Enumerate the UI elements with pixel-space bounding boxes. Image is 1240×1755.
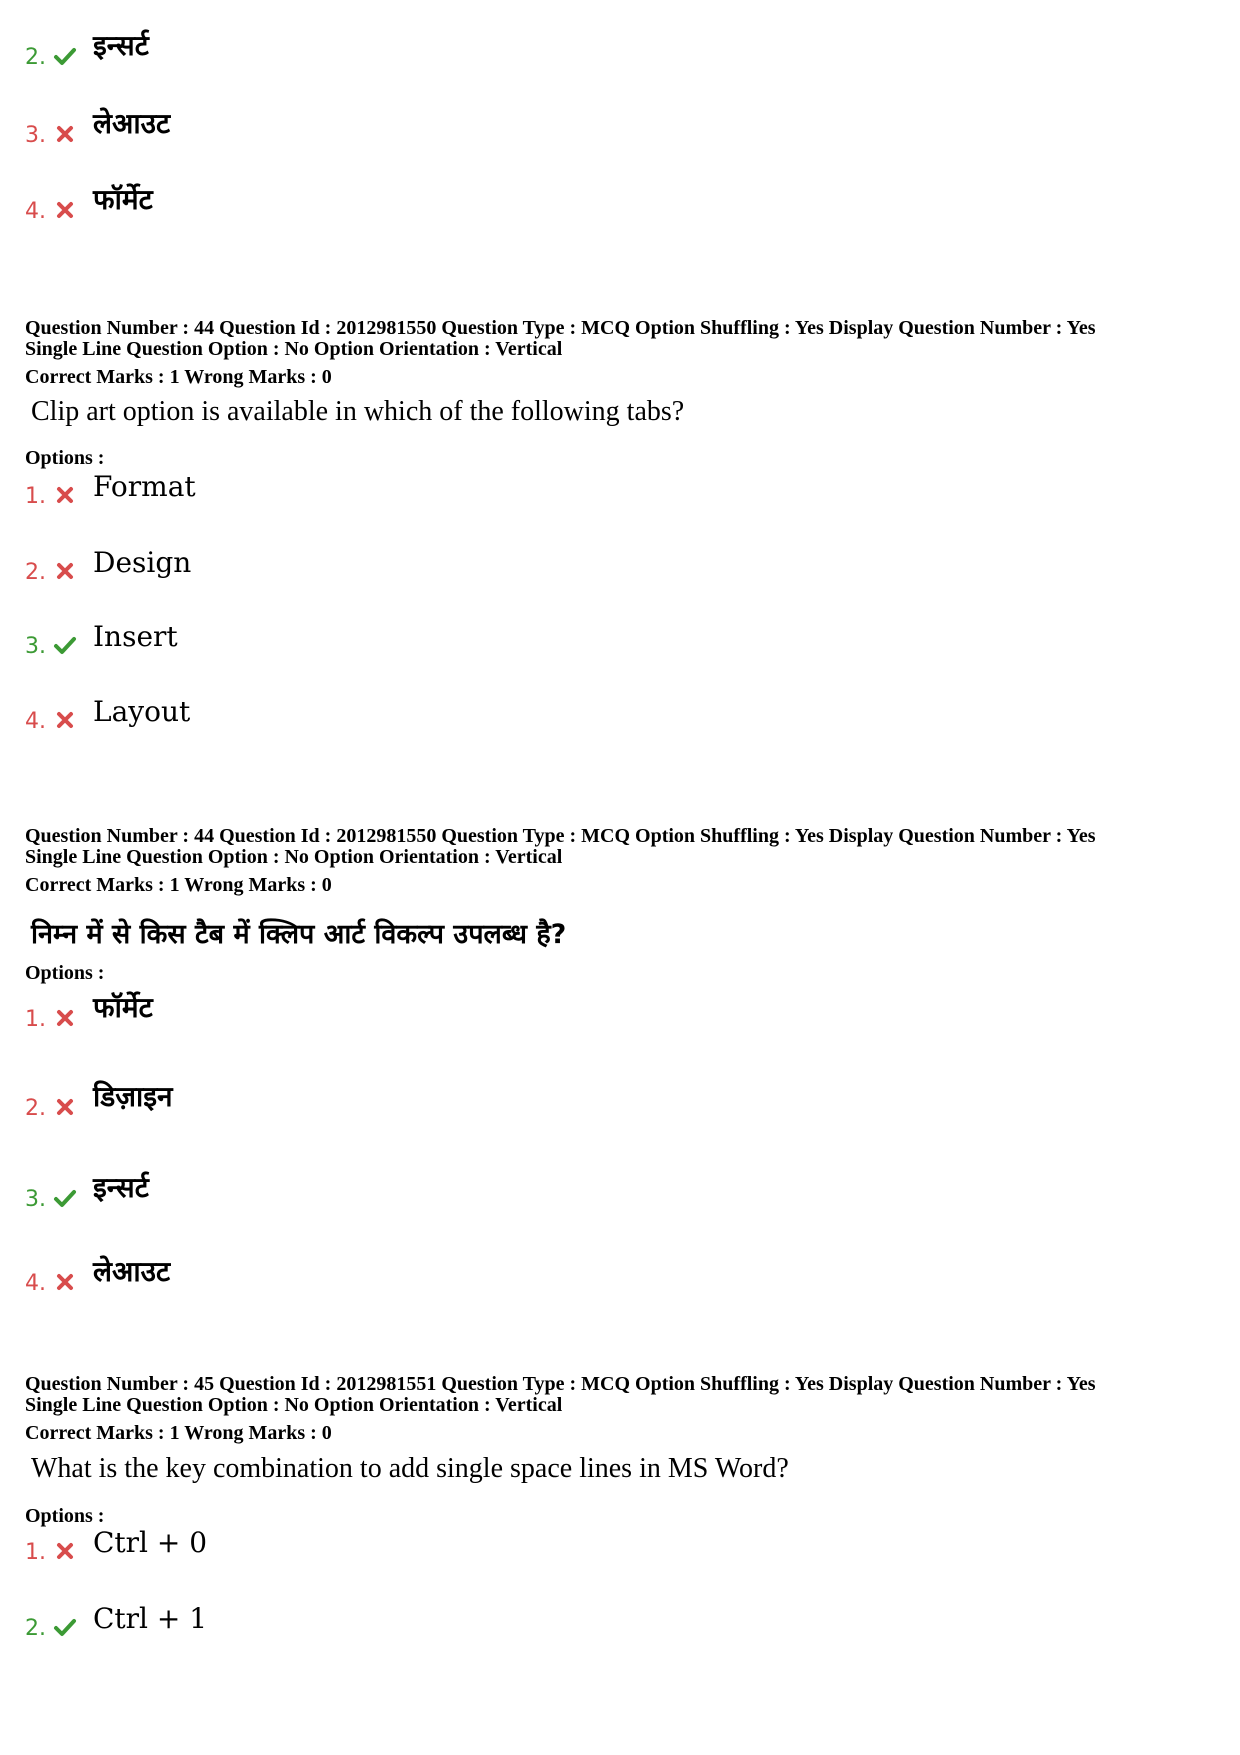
option-number: 2. xyxy=(25,1096,46,1121)
option-row xyxy=(25,28,625,78)
question-meta-line: Question Number : 44 Question Id : 2012981550 Question Type : MCQ Option Shuffling : Yes Display Question Number : Yes xyxy=(25,317,1096,339)
option-text: इन्सर्ट xyxy=(93,29,149,62)
cross-icon xyxy=(53,483,77,507)
option-number: 1. xyxy=(25,1007,46,1032)
option-number: 3. xyxy=(25,1187,46,1212)
option-row xyxy=(25,1079,625,1129)
option-number: 2. xyxy=(25,560,46,585)
option-text: Ctrl + 0 xyxy=(93,1526,208,1559)
option-row xyxy=(25,106,625,156)
option-text: लेआउट xyxy=(93,107,171,140)
option-row xyxy=(25,182,625,232)
option-row xyxy=(25,617,625,667)
option-text: फॉर्मेट xyxy=(93,183,153,216)
cross-icon xyxy=(53,1539,77,1563)
question-marks: Correct Marks : 1 Wrong Marks : 0 xyxy=(25,366,332,388)
check-icon xyxy=(53,1615,77,1639)
question-meta-line: Question Number : 44 Question Id : 2012981550 Question Type : MCQ Option Shuffling : Yes Display Question Number : Yes xyxy=(25,825,1096,847)
question-meta-line: Single Line Question Option : No Option Orientation : Vertical xyxy=(25,1394,563,1416)
option-text: फॉर्मेट xyxy=(93,991,153,1024)
question-meta-line: Question Number : 45 Question Id : 2012981551 Question Type : MCQ Option Shuffling : Yes Display Question Number : Yes xyxy=(25,1373,1096,1395)
cross-icon xyxy=(53,708,77,732)
option-text: Ctrl + 1 xyxy=(93,1602,208,1635)
options-label: Options : xyxy=(25,447,105,469)
option-number: 2. xyxy=(25,45,46,70)
check-icon xyxy=(53,1186,77,1210)
question-meta-line: Single Line Question Option : No Option Orientation : Vertical xyxy=(25,338,563,360)
option-row xyxy=(25,1599,625,1649)
cross-icon xyxy=(53,1006,77,1030)
question-text: Clip art option is available in which of the following tabs? xyxy=(31,396,685,427)
option-number: 3. xyxy=(25,634,46,659)
option-row xyxy=(25,1170,625,1220)
option-row xyxy=(25,467,625,517)
question-meta-line: Single Line Question Option : No Option Orientation : Vertical xyxy=(25,846,563,868)
question-text: निम्न में से किस टैब में क्लिप आर्ट विकल्प उपलब्ध है? xyxy=(31,919,567,950)
check-icon xyxy=(53,633,77,657)
option-row xyxy=(25,692,625,742)
question-marks: Correct Marks : 1 Wrong Marks : 0 xyxy=(25,874,332,896)
check-icon xyxy=(53,44,77,68)
option-number: 3. xyxy=(25,123,46,148)
cross-icon xyxy=(53,1095,77,1119)
option-text: इन्सर्ट xyxy=(93,1171,149,1204)
cross-icon xyxy=(53,122,77,146)
option-row xyxy=(25,1254,625,1304)
option-number: 4. xyxy=(25,199,46,224)
question-marks: Correct Marks : 1 Wrong Marks : 0 xyxy=(25,1422,332,1444)
cross-icon xyxy=(53,1270,77,1294)
option-text: Format xyxy=(93,470,196,503)
cross-icon xyxy=(53,559,77,583)
option-number: 1. xyxy=(25,1540,46,1565)
option-text: डिज़ाइन xyxy=(93,1080,173,1113)
cross-icon xyxy=(53,198,77,222)
option-number: 2. xyxy=(25,1616,46,1641)
option-text: Design xyxy=(93,546,192,579)
option-row xyxy=(25,1523,625,1573)
option-text: लेआउट xyxy=(93,1255,171,1288)
options-label: Options : xyxy=(25,1505,105,1527)
option-row xyxy=(25,990,625,1040)
option-number: 4. xyxy=(25,1271,46,1296)
question-text: What is the key combination to add single space lines in MS Word? xyxy=(31,1453,789,1484)
option-text: Layout xyxy=(93,695,191,728)
options-label: Options : xyxy=(25,962,105,984)
option-number: 4. xyxy=(25,709,46,734)
option-row xyxy=(25,543,625,593)
option-text: Insert xyxy=(93,620,178,653)
option-number: 1. xyxy=(25,484,46,509)
